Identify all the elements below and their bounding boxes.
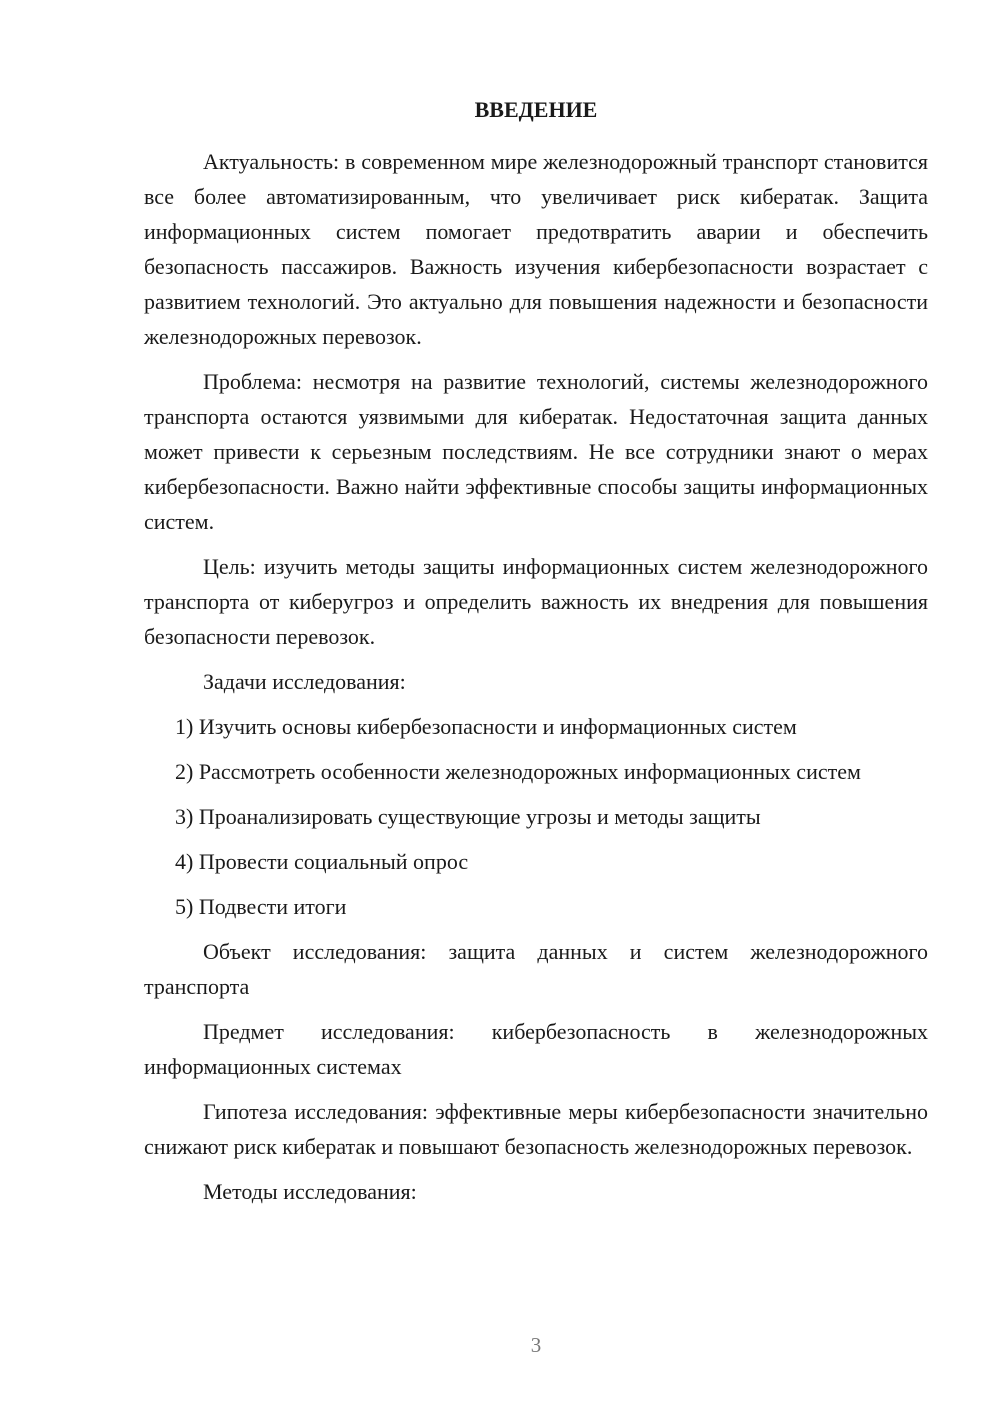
task-item-2: 2) Рассмотреть особенности железнодорожных информационных систем — [175, 759, 861, 784]
hypothesis-paragraph: Гипотеза исследования: эффективные меры кибербезопасности значительно снижают риск кибератак и повышают безопасность железнодорожных перевозок. — [144, 1099, 928, 1159]
task-item-5: 5) Подвести итоги — [175, 894, 347, 919]
task-item-3: 3) Проанализировать существующие угрозы и методы защиты — [175, 804, 761, 829]
object-paragraph: Объект исследования: защита данных и систем железнодорожного транспорта — [144, 939, 928, 999]
tasks-heading: Задачи исследования: — [203, 669, 406, 694]
relevance-paragraph: Актуальность: в современном мире железнодорожный транспорт становится все более автоматизированным, что увеличивает риск кибератак. Защита информационных систем помогает предотвратить аварии и обеспечить безопасность пассажиров. Важность изучения кибербезопасности возрастает с развитием технологий. Это актуально для повышения надежности и безопасности железнодорожных перевозок. — [144, 149, 928, 349]
document-body — [144, 92, 928, 1219]
goal-paragraph: Цель: изучить методы защиты информационных систем железнодорожного транспорта от киберугроз и определить важность их внедрения для повышения безопасности перевозок. — [144, 554, 928, 649]
subject-paragraph: Предмет исследования: кибербезопасность в железнодорожных информационных системах — [144, 1019, 928, 1079]
page-number: 3 — [530, 1333, 542, 1357]
page-title: ВВЕДЕНИЕ — [474, 97, 598, 122]
problem-paragraph: Проблема: несмотря на развитие технологий, системы железнодорожного транспорта остаются уязвимыми для кибератак. Недостаточная защита данных может привести к серьезным последствиям. Не все сотрудники знают о мерах кибербезопасности. Важно найти эффективные способы защиты информационных систем. — [144, 369, 928, 534]
methods-heading: Методы исследования: — [203, 1179, 417, 1204]
task-item-1: 1) Изучить основы кибербезопасности и информационных систем — [175, 714, 797, 739]
task-item-4: 4) Провести социальный опрос — [175, 849, 469, 874]
